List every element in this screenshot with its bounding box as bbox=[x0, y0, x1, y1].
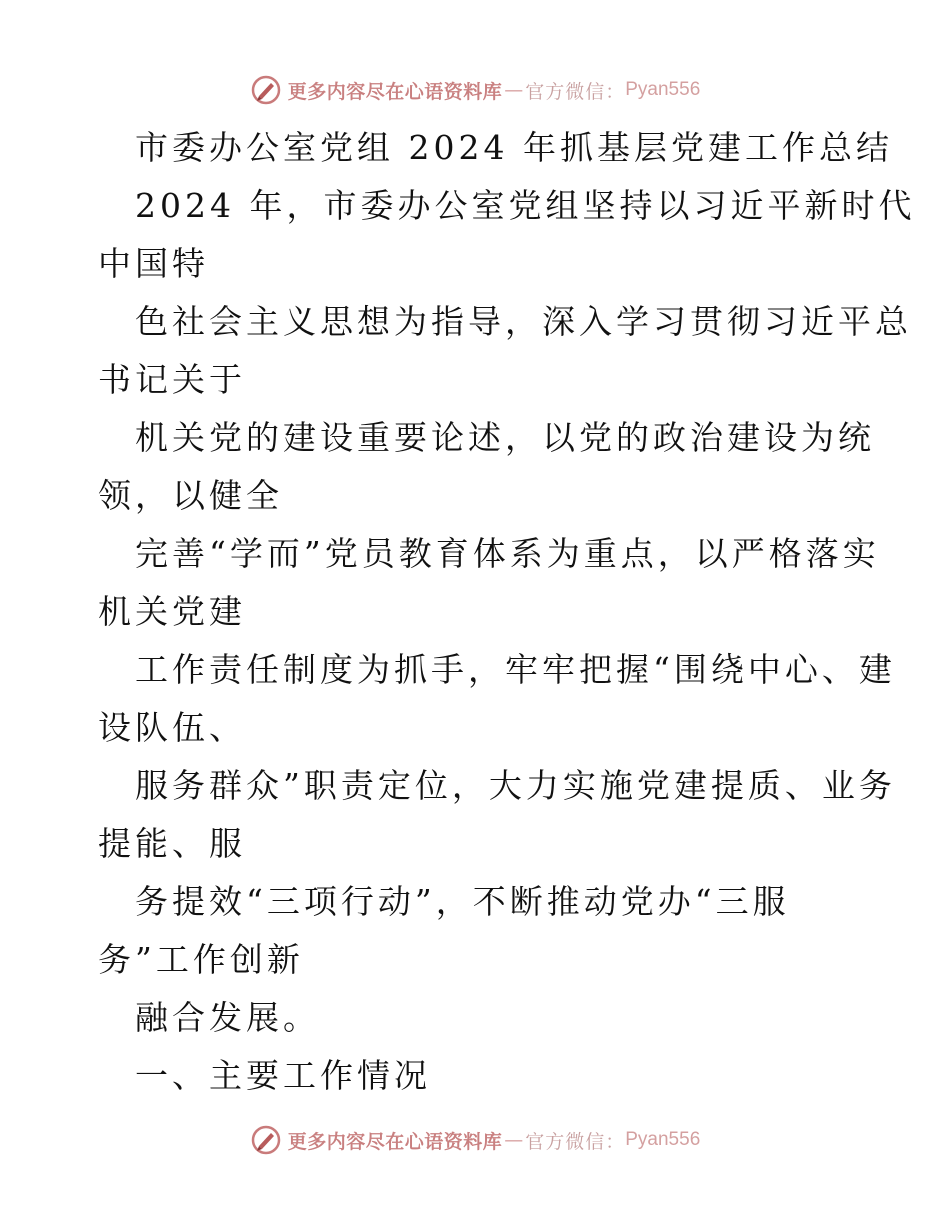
paragraph-line: 机关党的建设重要论述，以党的政治建设为统 bbox=[135, 418, 875, 457]
paragraph-line: 务提效“三项行动”，不断推动党办“三服 bbox=[135, 882, 790, 921]
pen-nib-circle-icon bbox=[250, 74, 282, 106]
watermark-id: Pyan556 bbox=[625, 1129, 701, 1150]
paragraph-line: 色社会主义思想为指导，深入学习贯彻习近平总 bbox=[135, 302, 912, 341]
paragraph-line: 融合发展。 bbox=[135, 998, 320, 1037]
paragraph-line: 工作责任制度为抓手，牢牢把握“围绕中心、建 bbox=[135, 650, 896, 689]
paragraph-line: 提能、服 bbox=[98, 824, 246, 863]
footer-watermark bbox=[0, 1120, 950, 1160]
watermark-label: 官方微信： bbox=[525, 80, 626, 103]
paragraph-line: 务”工作创新 bbox=[98, 940, 304, 979]
document-title: 市委办公室党组 2024 年抓基层党建工作总结 bbox=[135, 128, 893, 167]
paragraph-line: 书记关于 bbox=[98, 360, 246, 399]
paragraph-line: 设队伍、 bbox=[98, 708, 246, 747]
paragraph-line: 领，以健全 bbox=[98, 476, 283, 515]
paragraph-line: 中国特 bbox=[98, 244, 209, 283]
watermark-label: 官方微信： bbox=[525, 1130, 626, 1153]
section-heading: 一、主要工作情况 bbox=[135, 1056, 431, 1095]
paragraph-line: 2024 年，市委办公室党组坚持以习近平新时代 bbox=[135, 186, 916, 225]
watermark-id: Pyan556 bbox=[625, 79, 701, 100]
paragraph-line: 机关党建 bbox=[98, 592, 246, 631]
watermark-brand: 更多内容尽在心语资料库 bbox=[287, 1130, 503, 1153]
paragraph-line: 完善“学而”党员教育体系为重点，以严格落实 bbox=[135, 534, 880, 573]
pen-nib-circle-icon bbox=[250, 1124, 282, 1156]
watermark-separator: — bbox=[504, 79, 524, 101]
header-watermark bbox=[0, 70, 950, 110]
watermark-separator: — bbox=[504, 1129, 524, 1151]
paragraph-line: 服务群众”职责定位，大力实施党建提质、业务 bbox=[135, 766, 896, 805]
watermark-brand: 更多内容尽在心语资料库 bbox=[287, 80, 503, 103]
